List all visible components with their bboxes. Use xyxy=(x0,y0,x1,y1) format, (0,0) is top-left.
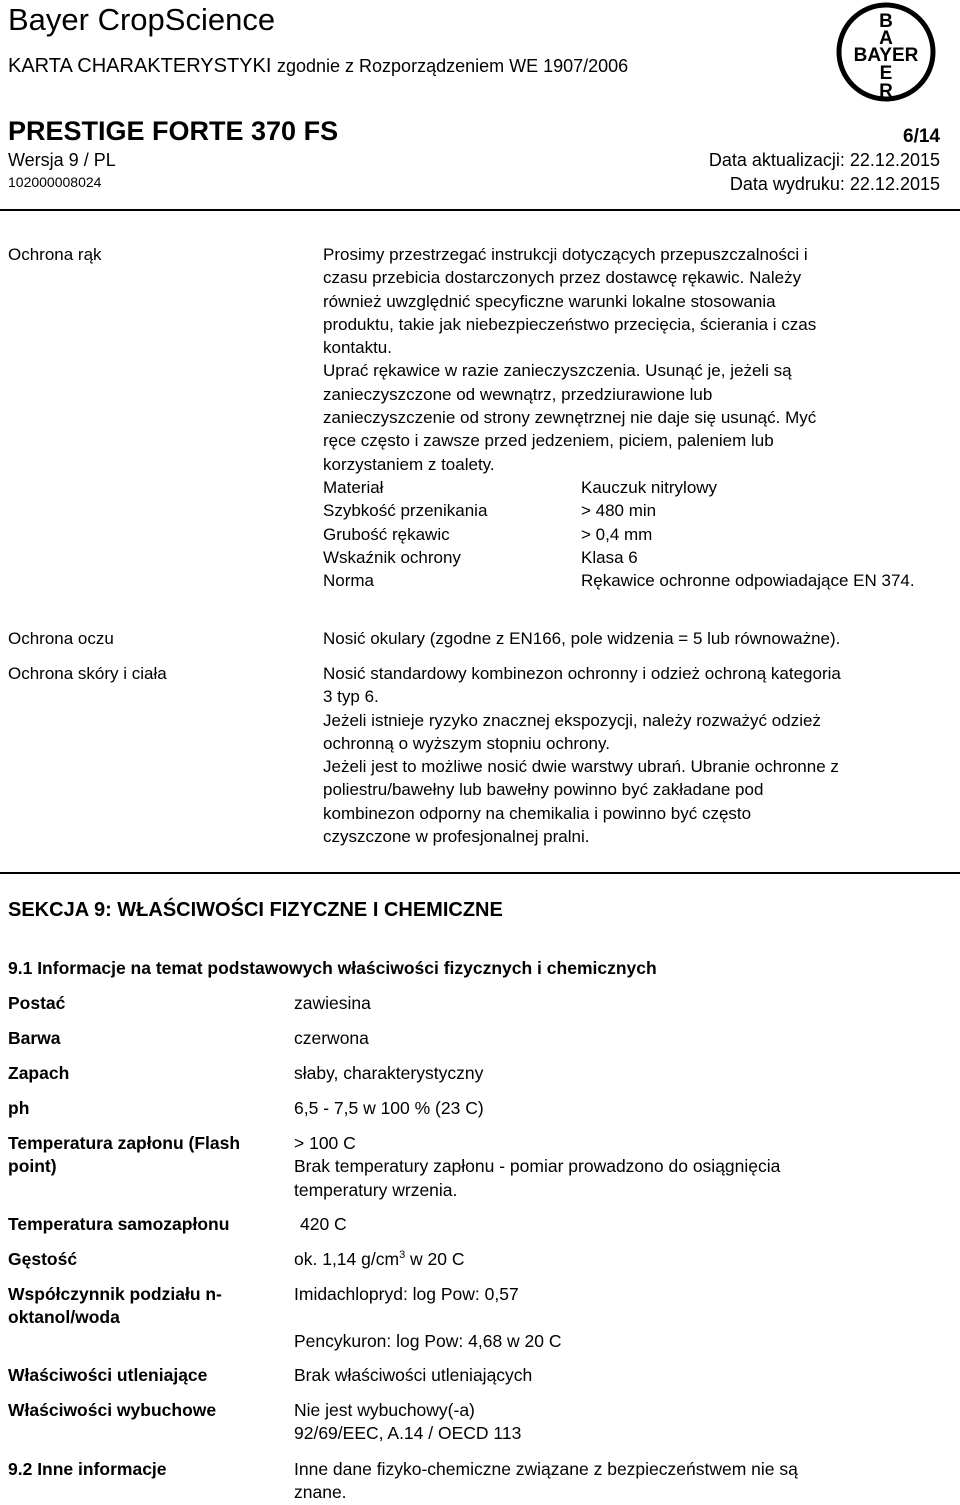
skin-protection-line: kombinezon odporny na chemikalia i powinno być często xyxy=(323,803,752,823)
bayer-cross-logo xyxy=(834,0,938,104)
flash-point-value-line: temperatury wrzenia. xyxy=(294,1179,458,1200)
skin-protection-line: 3 typ 6. xyxy=(323,687,379,707)
glove-spec-key: Norma xyxy=(323,571,375,591)
hand-protection-line: ręce często i zawsze przed jedzeniem, piciem, paleniem lub xyxy=(323,431,774,451)
hand-protection-label: Ochrona rąk xyxy=(8,245,102,264)
partition-coefficient-label-line: Współczynnik podziału n- xyxy=(8,1284,222,1304)
glove-spec-value: Rękawice ochronne odpowiadające EN 374. xyxy=(581,571,915,591)
glove-spec-row xyxy=(323,569,953,592)
skin-protection-label: Ochrona skóry i ciała xyxy=(8,664,167,683)
partition-coefficient-label-line: oktanol/woda xyxy=(8,1307,120,1328)
skin-protection-line: czyszczone w profesjonalnej pralni. xyxy=(323,827,590,847)
density-unit-exponent: 3 xyxy=(399,1249,406,1262)
glove-spec-key: Grubość rękawic xyxy=(323,524,450,544)
svg-text:E: E xyxy=(879,63,893,84)
flash-point-value xyxy=(294,1132,944,1202)
odor-label: Zapach xyxy=(8,1063,70,1083)
density-label: Gęstość xyxy=(8,1249,78,1269)
hand-protection-text xyxy=(323,243,953,592)
print-date: Data wydruku: 22.12.2015 xyxy=(729,174,940,194)
version: Wersja 9 / PL xyxy=(8,150,116,170)
density-value xyxy=(294,1248,944,1271)
hand-protection-line: produktu, takie jak niebezpieczeństwo przecięcia, ścierania i czas xyxy=(323,314,817,334)
partition-coefficient-value-1: Imidachlopryd: log Pow: 0,57 xyxy=(294,1284,519,1304)
autoignition-value: 420 C xyxy=(300,1214,347,1234)
glove-spec-value: > 0,4 mm xyxy=(581,524,653,544)
skin-protection-line: ochronną o wyższym stopniu ochrony. xyxy=(323,733,610,753)
flash-point-label xyxy=(8,1132,240,1179)
hand-protection-line: kontaktu. xyxy=(323,338,392,358)
flash-point-label-line: Temperatura zapłonu (Flash xyxy=(8,1133,241,1153)
oxidizing-properties-label: Właściwości utleniające xyxy=(8,1365,208,1385)
svg-text:B: B xyxy=(879,11,893,32)
update-date: Data aktualizacji: 22.12.2015 xyxy=(708,150,940,170)
flash-point-value-line: > 100 C xyxy=(294,1133,356,1153)
hand-protection-line: również uwzględnić specyficzne warunki lokalne stosowania xyxy=(323,291,776,311)
header-divider xyxy=(0,209,960,211)
subsection-9-2-title: 9.2 Inne informacje xyxy=(8,1459,167,1479)
skin-protection-line: Nosić standardowy kombinezon ochronny i odzież ochroną kategoria xyxy=(323,664,841,683)
glove-spec-key: Szybkość przenikania xyxy=(323,501,488,521)
hand-protection-line: Uprać rękawice w razie zanieczyszczenia. Usunąć je, jeżeli są xyxy=(323,361,792,381)
oxidizing-properties-value: Brak właściwości utleniających xyxy=(294,1365,533,1385)
glove-spec-value: Kauczuk nitrylowy xyxy=(581,477,718,497)
other-information-value-line: Inne dane fizyko-chemiczne związane z bezpieczeństwem nie są xyxy=(294,1459,798,1479)
partition-coefficient-label xyxy=(8,1283,222,1330)
color-value: czerwona xyxy=(294,1028,369,1048)
document-type xyxy=(8,55,628,78)
hand-protection-line: Prosimy przestrzegać instrukcji dotyczących przepuszczalności i xyxy=(323,245,808,264)
eye-protection-label: Ochrona oczu xyxy=(8,629,114,648)
flash-point-value-line: Brak temperatury zapłonu - pomiar prowadzono do osiągnięcia xyxy=(294,1156,781,1177)
other-information-value-line: znane. xyxy=(294,1482,347,1503)
hand-protection-line: czasu przebicia dostarczonych przez dostawcę rękawic. Należy xyxy=(323,268,802,288)
product-name: PRESTIGE FORTE 370 FS xyxy=(8,116,339,146)
glove-spec-value: > 480 min xyxy=(581,501,657,521)
ph-value: 6,5 - 7,5 w 100 % (23 C) xyxy=(294,1098,484,1118)
form-value: zawiesina xyxy=(294,993,371,1013)
hand-protection-line: zanieczyszczenie od strony zewnętrznej nie daje się usunąć. Myć xyxy=(323,408,817,428)
hand-protection-line: korzystaniem z toalety. xyxy=(323,454,495,474)
partition-coefficient-value-2: Pencykuron: log Pow: 4,68 w 20 C xyxy=(294,1331,562,1351)
density-value-temp: w 20 C xyxy=(405,1249,465,1269)
logo-wordmark: BAYER xyxy=(853,45,919,66)
glove-spec-key: Materiał xyxy=(323,477,384,497)
form-label: Postać xyxy=(8,993,66,1013)
section-9-title: SEKCJA 9: WŁAŚCIWOŚCI FIZYCZNE I CHEMICZNE xyxy=(8,899,503,921)
skin-protection-line: poliestru/bawełny lub bawełny powinno być zakładane pod xyxy=(323,780,764,800)
glove-spec-row xyxy=(323,523,953,546)
explosive-properties-value-line: Nie jest wybuchowy(-a) xyxy=(294,1400,475,1420)
document-number: 102000008024 xyxy=(8,174,102,190)
svg-text:A: A xyxy=(879,28,893,49)
autoignition-label: Temperatura samozapłonu xyxy=(8,1214,230,1234)
explosive-properties-label: Właściwości wybuchowe xyxy=(8,1400,217,1420)
document-type-label: KARTA CHARAKTERYSTYKI xyxy=(8,55,272,77)
ph-label: ph xyxy=(8,1098,30,1118)
page-number: 6/14 xyxy=(903,126,940,147)
skin-protection-line: Jeżeli jest to możliwe nosić dwie warstwy ubrań. Ubranie ochronne z xyxy=(323,757,839,777)
glove-spec-row xyxy=(323,546,953,569)
explosive-properties-value-line: 92/69/EEC, A.14 / OECD 113 xyxy=(294,1423,522,1444)
hand-protection-line: zanieczyszczone od wewnątrz, przedziurawione lub xyxy=(323,384,713,404)
brand-name: Bayer CropScience xyxy=(8,2,276,37)
odor-value: słaby, charakterystyczny xyxy=(294,1063,484,1083)
skin-protection-text xyxy=(323,662,953,848)
other-information-value xyxy=(294,1458,944,1505)
explosive-properties-value xyxy=(294,1399,944,1446)
flash-point-label-line: point) xyxy=(8,1156,57,1177)
glove-spec-row xyxy=(323,476,953,499)
density-value-main: ok. 1,14 g/cm xyxy=(294,1249,400,1269)
document-regulation: zgodnie z Rozporządzeniem WE 1907/2006 xyxy=(276,56,629,76)
eye-protection-text: Nosić okulary (zgodne z EN166, pole widzenia = 5 lub równoważne). xyxy=(323,629,841,648)
glove-spec-value: Klasa 6 xyxy=(581,547,638,567)
section-divider xyxy=(0,872,960,874)
skin-protection-line: Jeżeli istnieje ryzyko znacznej ekspozycji, należy rozważyć odzież xyxy=(323,710,821,730)
glove-spec-key: Wskaźnik ochrony xyxy=(323,547,461,567)
glove-spec-row xyxy=(323,499,953,522)
svg-text:R: R xyxy=(879,81,893,102)
subsection-9-1-title: 9.1 Informacje na temat podstawowych właściwości fizycznych i chemicznych xyxy=(8,958,657,978)
color-label: Barwa xyxy=(8,1028,61,1048)
